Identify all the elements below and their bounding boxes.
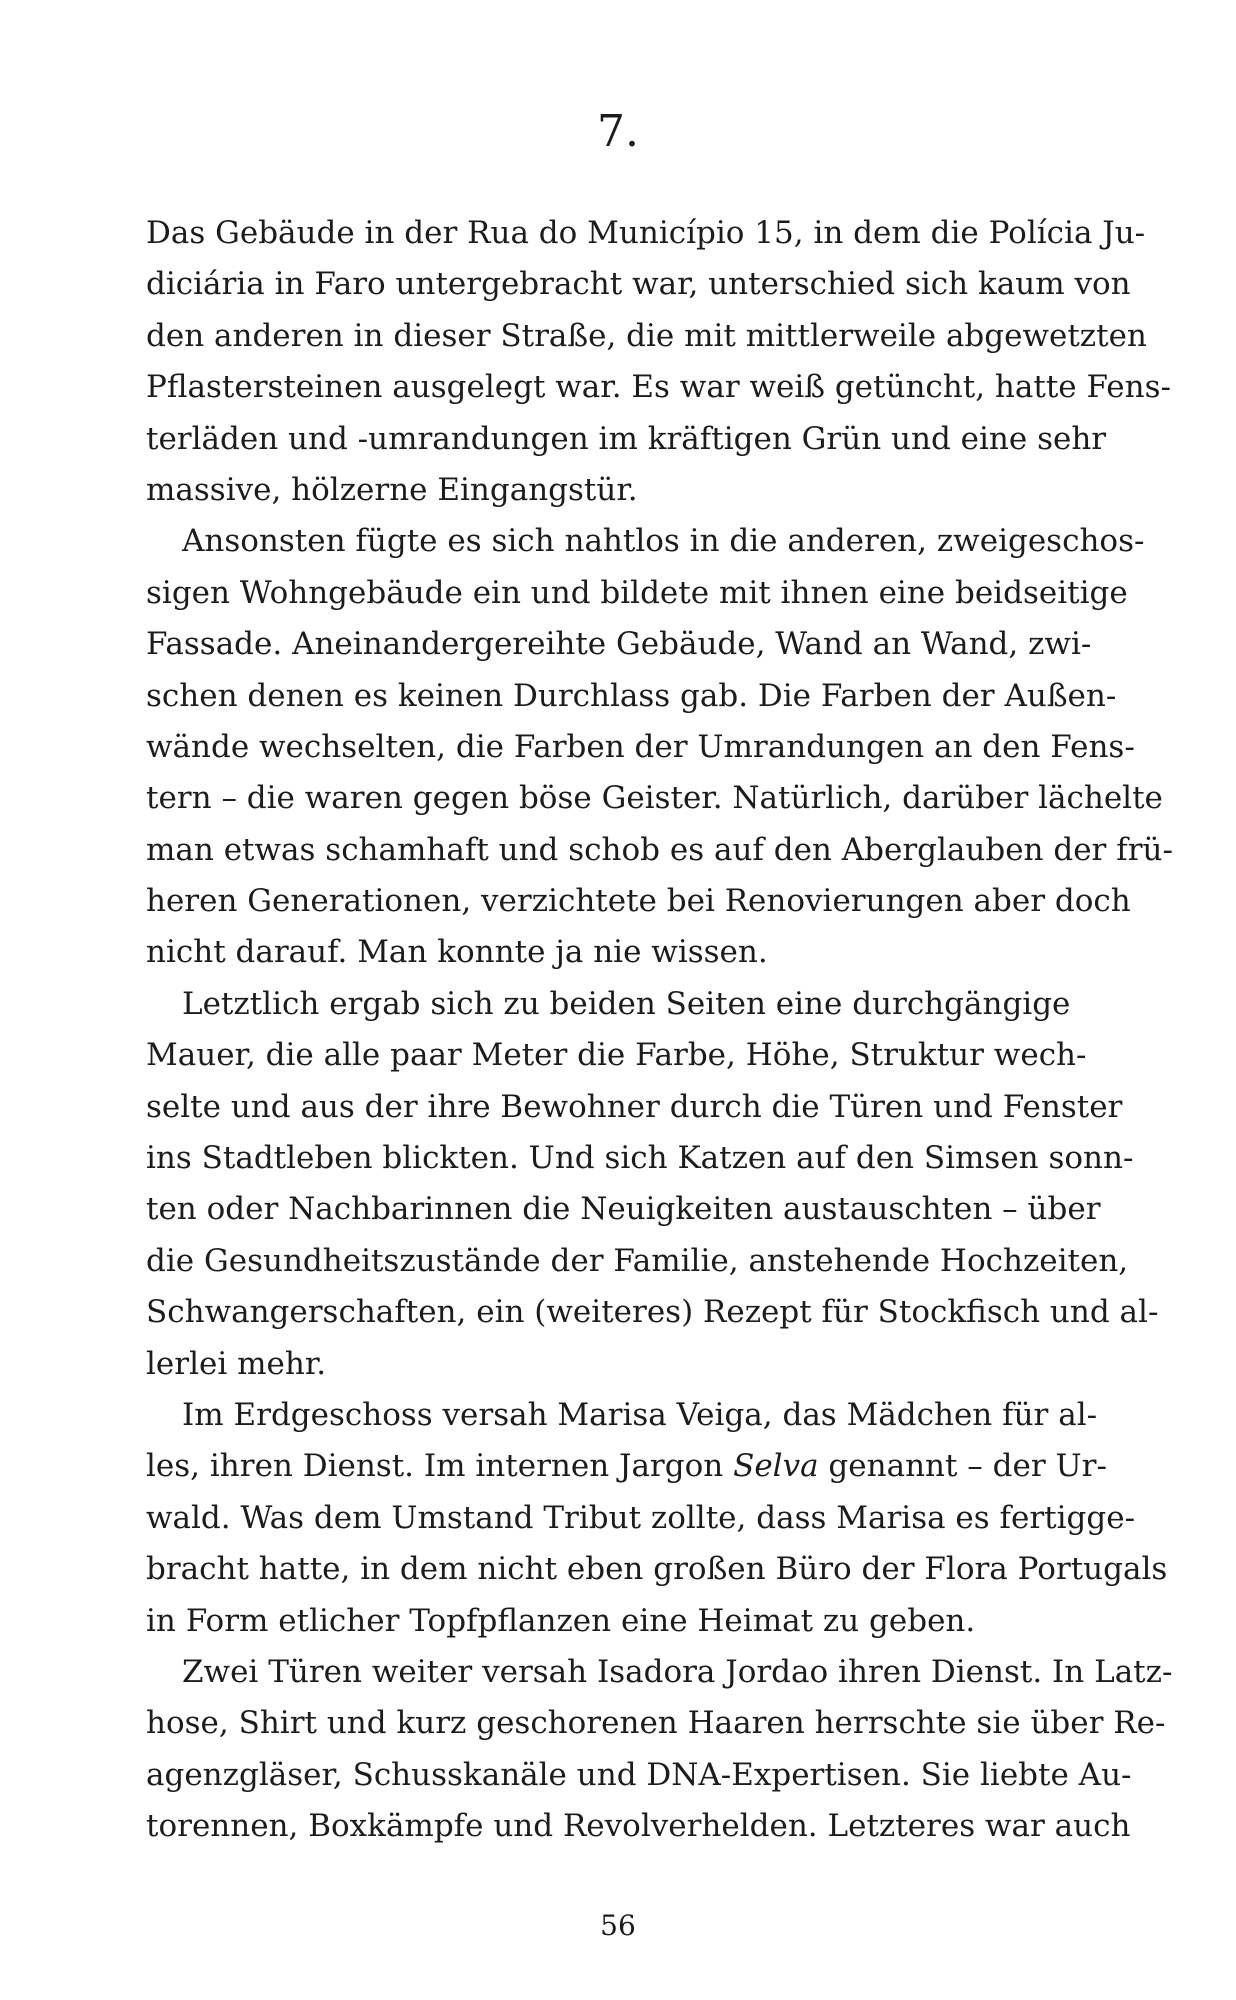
text-line (146, 1544, 1168, 1595)
line-text: Fassade. Aneinandergereihte Gebäude, Wand an Wand, zwi- (146, 626, 1092, 663)
text-line (146, 568, 1146, 619)
text-line (146, 1596, 1146, 1647)
text-line (146, 927, 1146, 978)
text-line (146, 208, 1146, 259)
line-text: Im Erdgeschoss versah Marisa Veiga, das Mädchen für al- (182, 1396, 1098, 1433)
line-text: les, ihren Dienst. Im internen Jargon (146, 1448, 734, 1485)
text-line (146, 414, 1146, 465)
line-text: genannt – der Ur- (818, 1448, 1107, 1485)
text-line (146, 1133, 1146, 1184)
paragraph (146, 1647, 1173, 1853)
line-text: bracht hatte, in dem nicht eben großen Büro der Flora Portugals (146, 1551, 1168, 1588)
line-text: die Gesundheitszustände der Familie, anstehende Hochzeiten, (146, 1242, 1129, 1279)
text-line (146, 619, 1146, 670)
line-text: Mauer, die alle paar Meter die Farbe, Höhe, Struktur wech- (146, 1037, 1087, 1074)
paragraph (146, 516, 1173, 979)
page-number: 56 (600, 1909, 636, 1942)
line-text: wände wechselten, die Farben der Umrandungen an den Fens- (146, 728, 1135, 765)
line-text: den anderen in dieser Straße, die mit mittlerweile abgewetzten (146, 317, 1147, 354)
line-text: Zwei Türen weiter versah Isadora Jordao ihren Dienst. In Latz- (182, 1653, 1173, 1690)
text-line (146, 259, 1146, 310)
text-line (146, 1390, 1146, 1441)
line-text: ins Stadtleben blickten. Und sich Katzen auf den Simsen sonn- (146, 1140, 1134, 1177)
line-text: diciária in Faro untergebracht war, unterschied sich kaum von (146, 266, 1131, 303)
paragraph (146, 208, 1171, 516)
text-line (146, 465, 1146, 516)
text-line (146, 1493, 1146, 1544)
text-line (146, 1441, 1146, 1492)
paragraph (146, 979, 1159, 1390)
line-text: Pflastersteinen ausgelegt war. Es war weiß getüncht, hatte Fens- (146, 369, 1171, 406)
text-line (146, 362, 1171, 413)
text-line (146, 311, 1146, 362)
italic-term: Selva (733, 1448, 819, 1485)
line-text: ten oder Nachbarinnen die Neuigkeiten austauschten – über (146, 1191, 1101, 1228)
line-text: man etwas schamhaft und schob es auf den Aberglauben der frü- (146, 831, 1173, 868)
line-text: selte und aus der ihre Bewohner durch die Türen und Fenster (146, 1088, 1123, 1125)
line-text: Letztlich ergab sich zu beiden Seiten eine durchgängige (182, 985, 1071, 1022)
text-line (146, 1287, 1159, 1338)
line-text: hose, Shirt und kurz geschorenen Haaren herrschte sie über Re- (146, 1705, 1166, 1742)
text-line (146, 1184, 1146, 1235)
body-text (146, 208, 1173, 1853)
line-text: Schwangerschaften, ein (weiteres) Rezept für Stockfisch und al- (146, 1294, 1159, 1331)
line-text: schen denen es keinen Durchlass gab. Die Farben der Außen- (146, 677, 1117, 714)
text-line (146, 671, 1146, 722)
text-line (146, 1030, 1146, 1081)
text-line (146, 722, 1146, 773)
text-line (146, 1082, 1146, 1133)
text-line (146, 516, 1146, 567)
text-line (146, 773, 1163, 824)
text-line (146, 876, 1146, 927)
line-text: massive, hölzerne Eingangstür. (146, 471, 638, 508)
line-text: terläden und -umrandungen im kräftigen Grün und eine sehr (146, 420, 1107, 457)
text-line (146, 1801, 1146, 1852)
line-text: wald. Was dem Umstand Tribut zollte, dass Marisa es fertigge- (146, 1499, 1136, 1536)
line-text: Ansonsten fügte es sich nahtlos in die anderen, zweigeschos- (182, 523, 1145, 560)
line-text: torennen, Boxkämpfe und Revolverhelden. Letzteres war auch (146, 1808, 1131, 1845)
text-line (146, 979, 1146, 1030)
line-text: tern – die waren gegen böse Geister. Natürlich, darüber lächelte (146, 780, 1163, 817)
line-text: Das Gebäude in der Rua do Município 15, in dem die Polícia Ju- (146, 215, 1146, 251)
text-line (146, 1236, 1146, 1287)
line-text: heren Generationen, verzichtete bei Renovierungen aber doch (146, 883, 1131, 920)
line-text: agenzgläser, Schusskanäle und DNA-Expertisen. Sie liebte Au- (146, 1756, 1132, 1793)
line-text: in Form etlicher Topfpflanzen eine Heimat zu geben. (146, 1602, 976, 1639)
text-line (146, 1698, 1166, 1749)
line-text: nicht darauf. Man konnte ja nie wissen. (146, 934, 768, 971)
text-line (146, 1339, 1146, 1390)
line-text: sigen Wohngebäude ein und bildete mit ihnen eine beidseitige (146, 574, 1128, 611)
text-line (146, 1647, 1173, 1698)
paragraph (146, 1390, 1168, 1647)
text-line (146, 825, 1173, 876)
chapter-number: 7. (597, 106, 639, 157)
line-text: lerlei mehr. (146, 1345, 327, 1382)
text-line (146, 1750, 1146, 1801)
